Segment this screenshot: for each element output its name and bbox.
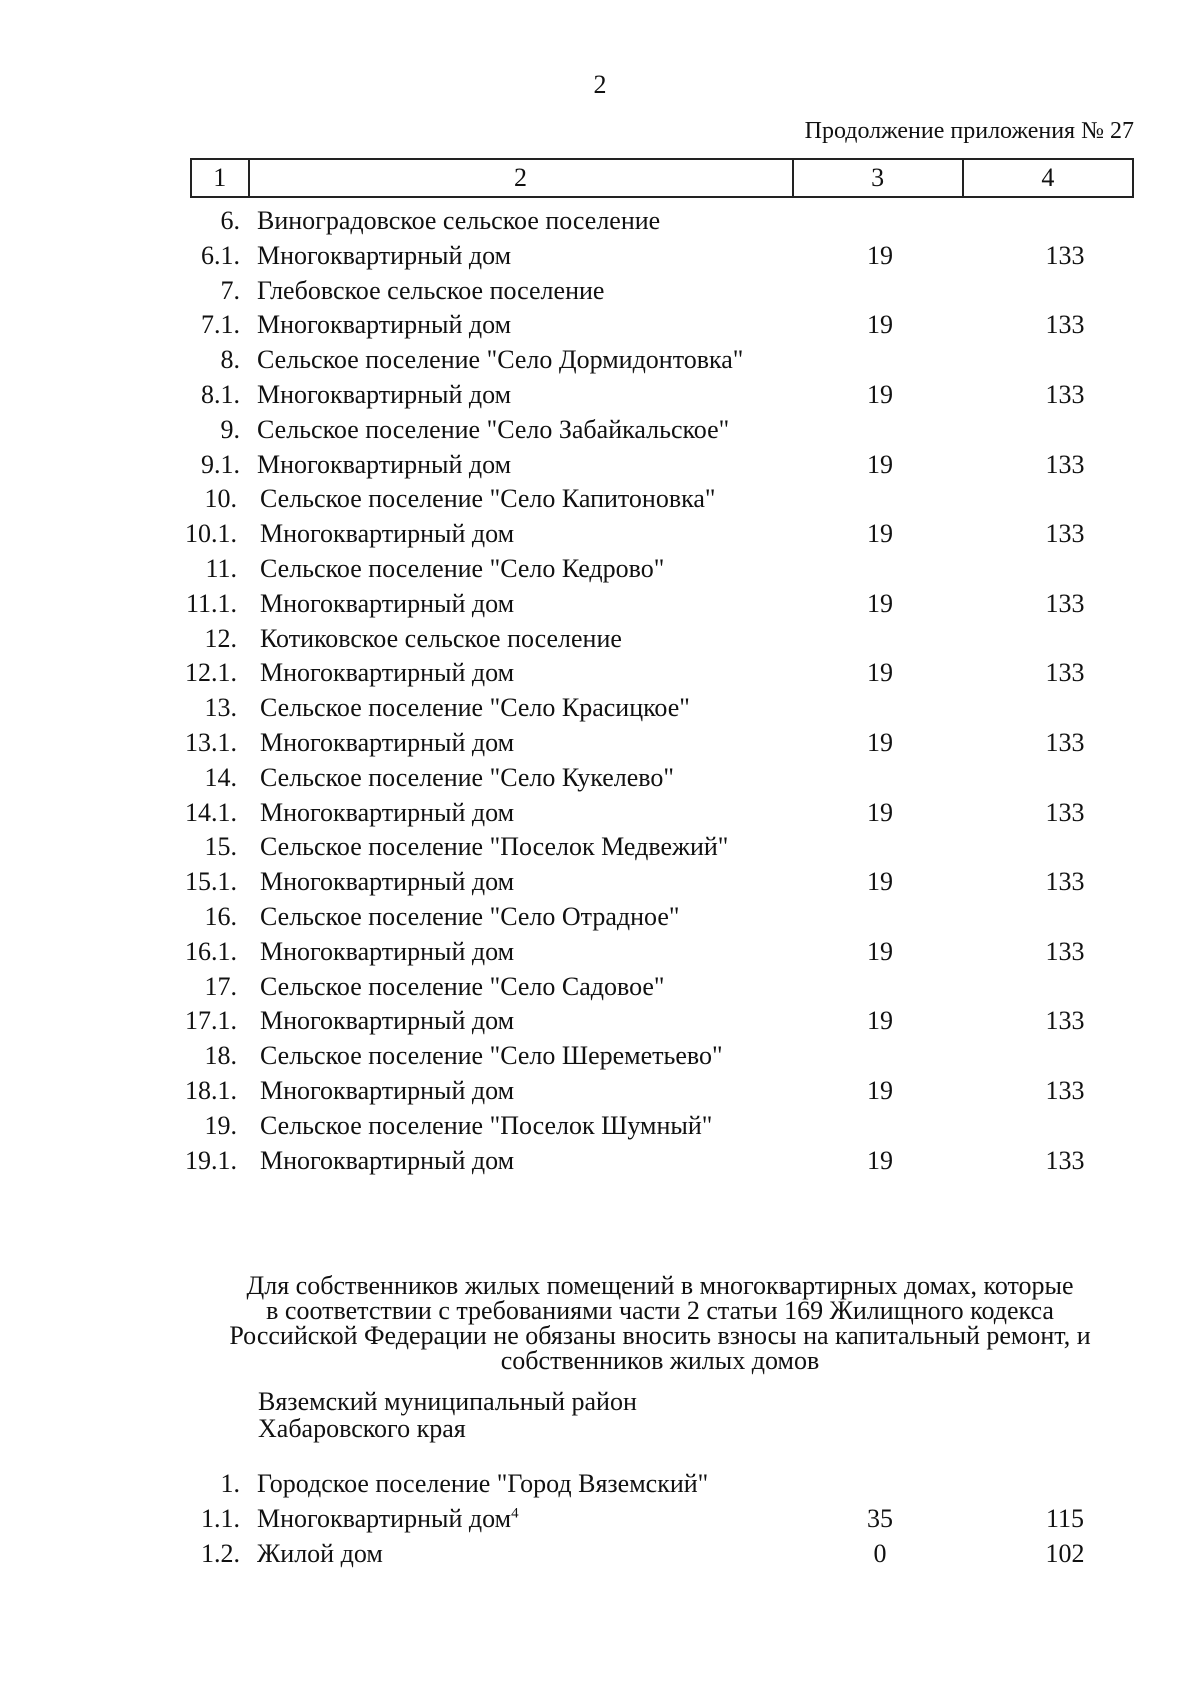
row-number <box>205 481 238 517</box>
row-number-text: 8. <box>220 345 240 375</box>
table-row <box>0 934 1200 970</box>
row-name-text: Многоквартирный дом <box>260 797 515 827</box>
row-value-col3-text: 19 <box>867 658 893 688</box>
row-value-col3 <box>835 377 925 413</box>
row-value-col3-text: 19 <box>867 449 893 479</box>
row-value-col3 <box>835 516 925 552</box>
column-header-3: 3 <box>793 159 963 197</box>
row-number <box>185 655 237 691</box>
row-value-col4-text: 133 <box>1045 380 1085 409</box>
row-name <box>260 1003 514 1039</box>
settlement-heading-row <box>0 1466 1200 1502</box>
row-value-col4 <box>1010 1536 1120 1572</box>
row-value-col4 <box>1010 864 1120 900</box>
row-value-col4-text: 133 <box>1045 1006 1085 1036</box>
row-value-col4-text: 133 <box>1045 1145 1085 1175</box>
column-header-table <box>190 158 1134 198</box>
row-number-text: 6. <box>220 206 240 235</box>
row-number <box>185 934 237 970</box>
row-name <box>257 1536 383 1572</box>
row-number <box>221 1466 241 1502</box>
row-name <box>260 655 514 691</box>
row-number-text: 1.2. <box>201 1539 240 1568</box>
footnote-marker: 4 <box>511 1505 519 1522</box>
table-row <box>0 655 1200 691</box>
row-number-text: 17.1. <box>185 1006 237 1036</box>
row-name-text: Многоквартирный дом <box>260 658 515 688</box>
row-number <box>185 516 237 552</box>
row-value-col3 <box>835 795 925 831</box>
table-row <box>0 795 1200 831</box>
district-heading <box>258 1388 637 1442</box>
column-header-1: 1 <box>191 159 249 197</box>
row-value-col3 <box>835 307 925 343</box>
row-number <box>201 447 240 483</box>
row-name-text: Многоквартирный дом <box>260 728 515 757</box>
row-value-col3-text: 19 <box>867 728 893 757</box>
row-value-col3-text: 19 <box>867 867 893 897</box>
row-number <box>186 586 237 622</box>
settlement-heading-row <box>0 899 1200 935</box>
table-row <box>0 864 1200 900</box>
row-number <box>201 307 240 343</box>
settlement-heading-row <box>0 690 1200 726</box>
row-number <box>221 412 241 448</box>
row-value-col3-text: 19 <box>867 519 893 549</box>
row-name-text: Сельское поселение "Село Отрадное" <box>260 902 680 931</box>
row-number-text: 14.1. <box>185 797 237 827</box>
row-value-col3 <box>835 1536 925 1572</box>
row-value-col4-text: 133 <box>1045 728 1085 757</box>
row-value-col3-text: 19 <box>867 797 893 827</box>
table-row <box>0 377 1200 413</box>
row-value-col4 <box>1010 377 1120 413</box>
row-number-text: 1.1. <box>201 1504 240 1533</box>
row-number <box>185 1073 237 1109</box>
row-name <box>260 969 665 1005</box>
row-value-col4 <box>1010 516 1120 552</box>
row-name-text: Сельское поселение "Село Кукелево" <box>260 762 675 792</box>
row-name-text: Сельское поселение "Поселок Медвежий" <box>260 832 729 862</box>
column-header-4: 4 <box>963 159 1133 197</box>
row-name <box>257 1466 708 1502</box>
settlement-heading-row <box>0 829 1200 865</box>
column-header-2: 2 <box>249 159 793 197</box>
row-value-col4-text: 133 <box>1045 936 1085 966</box>
row-name-text: Сельское поселение "Село Красицкое" <box>260 693 690 723</box>
row-value-col3 <box>835 586 925 622</box>
row-name <box>260 586 514 622</box>
settlement-heading-row <box>0 203 1200 239</box>
row-value-col3 <box>835 934 925 970</box>
row-name <box>260 1108 712 1144</box>
row-value-col4 <box>1010 1003 1120 1039</box>
note-line: в соответствии с требованиями части 2 статьи 169 Жилищного кодекса <box>266 1296 1054 1325</box>
row-value-col3 <box>835 1073 925 1109</box>
row-name-text: Сельское поселение "Село Шереметьево" <box>260 1041 723 1071</box>
row-name <box>257 412 729 448</box>
row-value-col3-text: 19 <box>867 1145 893 1175</box>
note-paragraph <box>180 1273 1140 1373</box>
row-number <box>205 1038 238 1074</box>
row-value-col4-text: 133 <box>1045 867 1085 897</box>
row-number-text: 18. <box>204 1041 237 1071</box>
settlement-heading-row <box>0 342 1200 378</box>
settlement-heading-row <box>0 273 1200 309</box>
table-row <box>0 447 1200 483</box>
row-value-col3-text: 19 <box>867 1006 893 1036</box>
row-value-col3-text: 19 <box>867 588 893 618</box>
row-name <box>260 725 514 761</box>
row-name <box>260 516 514 552</box>
row-value-col4-text: 133 <box>1045 1076 1085 1105</box>
row-name-text: Многоквартирный дом <box>257 1504 512 1533</box>
row-number <box>205 969 238 1005</box>
row-number <box>185 864 237 900</box>
row-value-col4 <box>1010 1143 1120 1179</box>
row-value-col3 <box>835 1501 925 1537</box>
row-number <box>185 795 237 831</box>
row-number <box>205 1108 238 1144</box>
row-name <box>260 864 514 900</box>
row-value-col3-text: 19 <box>867 936 893 966</box>
row-name-text: Сельское поселение "Село Дормидонтовка" <box>257 345 744 375</box>
row-name-text: Многоквартирный дом <box>260 936 515 966</box>
row-number-text: 9.1. <box>201 449 240 479</box>
row-number <box>185 1003 237 1039</box>
row-name <box>260 934 514 970</box>
row-name-text: Многоквартирный дом <box>260 1006 515 1036</box>
row-name-text: Многоквартирный дом <box>260 519 515 549</box>
row-number-text: 14. <box>204 762 237 792</box>
row-name <box>260 621 622 657</box>
settlement-heading-row <box>0 621 1200 657</box>
row-value-col3-text: 19 <box>867 240 893 270</box>
row-value-col4-text: 133 <box>1045 240 1085 270</box>
row-number-text: 18.1. <box>185 1076 237 1105</box>
row-value-col4 <box>1010 1073 1120 1109</box>
row-number-text: 17. <box>204 971 237 1001</box>
row-number <box>205 690 238 726</box>
row-number-text: 7. <box>220 275 240 305</box>
row-value-col4 <box>1010 307 1120 343</box>
row-value-col4 <box>1010 1501 1120 1537</box>
row-number-text: 15.1. <box>185 867 237 897</box>
row-value-col3 <box>835 447 925 483</box>
settlement-heading-row <box>0 1108 1200 1144</box>
row-value-col4-text: 133 <box>1045 588 1085 618</box>
table-row <box>0 1536 1200 1572</box>
row-value-col4-text: 133 <box>1045 519 1085 549</box>
row-name-text: Глебовское сельское поселение <box>257 275 605 305</box>
table-row <box>0 1003 1200 1039</box>
row-number-text: 11.1. <box>185 588 237 618</box>
row-value-col4-text: 133 <box>1045 310 1085 340</box>
row-name-text: Многоквартирный дом <box>260 867 515 897</box>
row-value-col3 <box>835 655 925 691</box>
row-name <box>260 795 514 831</box>
row-value-col4 <box>1010 586 1120 622</box>
note-line: собственников жилых домов <box>500 1346 820 1375</box>
row-value-col3-text: 35 <box>867 1504 893 1533</box>
row-name <box>260 551 664 587</box>
row-number <box>205 829 238 865</box>
row-value-col4-text: 115 <box>1045 1504 1085 1533</box>
row-value-col4-text: 133 <box>1045 797 1085 827</box>
settlement-heading-row <box>0 1038 1200 1074</box>
row-number <box>205 899 238 935</box>
row-name-text: Котиковское сельское поселение <box>260 623 622 653</box>
row-value-col4 <box>1010 725 1120 761</box>
page-number: 2 <box>593 70 607 99</box>
row-value-col4 <box>1010 934 1120 970</box>
table-row <box>0 725 1200 761</box>
row-name-text: Сельское поселение "Поселок Шумный" <box>260 1110 713 1140</box>
row-value-col3 <box>835 864 925 900</box>
row-number <box>185 725 237 761</box>
table-row <box>0 307 1200 343</box>
settlement-heading-row <box>0 412 1200 448</box>
row-value-col3-text: 19 <box>867 1076 893 1105</box>
row-value-col3 <box>835 725 925 761</box>
row-name <box>260 690 690 726</box>
row-name <box>260 899 679 935</box>
district-line: Вяземский муниципальный район <box>258 1387 637 1416</box>
row-number <box>201 1536 240 1572</box>
row-number-text: 6.1. <box>201 240 240 270</box>
row-number-text: 10.1. <box>185 519 237 549</box>
row-number-text: 15. <box>204 832 237 862</box>
row-number-text: 16.1. <box>185 936 237 966</box>
table-row <box>0 1073 1200 1109</box>
note-line: Российской Федерации не обязаны вносить взносы на капитальный ремонт, и <box>229 1321 1091 1350</box>
row-name <box>260 1143 514 1179</box>
row-number <box>205 621 238 657</box>
row-value-col4-text: 133 <box>1045 449 1085 479</box>
row-value-col4 <box>1010 447 1120 483</box>
row-name-text: Многоквартирный дом <box>257 240 512 270</box>
row-number-text: 19. <box>204 1110 237 1140</box>
table-row <box>0 238 1200 274</box>
row-number-text: 19.1. <box>185 1145 237 1175</box>
settlement-heading-row <box>0 481 1200 517</box>
row-name-text: Сельское поселение "Село Кедрово" <box>260 554 665 583</box>
row-number <box>201 377 240 413</box>
row-name <box>257 238 511 274</box>
table-row <box>0 516 1200 552</box>
row-value-col3 <box>835 238 925 274</box>
row-number-text: 13.1. <box>185 728 237 757</box>
row-name-text: Многоквартирный дом <box>257 449 512 479</box>
table-row <box>0 1143 1200 1179</box>
district-line: Хабаровского края <box>258 1414 466 1443</box>
row-name-text: Многоквартирный дом <box>257 310 512 340</box>
row-number <box>185 1143 237 1179</box>
row-value-col3-text: 19 <box>867 310 893 340</box>
row-name <box>257 342 743 378</box>
row-number-text: 11. <box>205 554 237 583</box>
row-number <box>205 551 237 587</box>
row-name <box>260 1038 723 1074</box>
row-number-text: 10. <box>204 484 237 514</box>
row-name <box>260 481 716 517</box>
row-number <box>205 760 238 796</box>
row-name-text: Сельское поселение "Село Капитоновка" <box>260 484 716 514</box>
row-name-text: Многоквартирный дом <box>260 588 515 618</box>
row-name-text: Сельское поселение "Село Забайкальское" <box>257 414 730 444</box>
row-name-text: Жилой дом <box>257 1539 383 1568</box>
row-name-text: Виноградовское сельское поселение <box>257 206 661 235</box>
row-name <box>257 307 511 343</box>
row-number-text: 12. <box>204 623 237 653</box>
row-number-text: 1. <box>220 1469 240 1498</box>
row-value-col4 <box>1010 238 1120 274</box>
row-number-text: 7.1. <box>201 310 240 340</box>
row-name <box>260 760 674 796</box>
note-line: Для собственников жилых помещений в многоквартирных домах, которые <box>246 1271 1074 1300</box>
row-name-text: Многоквартирный дом <box>260 1145 515 1175</box>
row-number <box>201 1501 240 1537</box>
row-name <box>260 829 728 865</box>
table-row <box>0 586 1200 622</box>
settlement-heading-row <box>0 760 1200 796</box>
row-number-text: 12.1. <box>185 658 237 688</box>
settlement-heading-row <box>0 969 1200 1005</box>
row-name <box>257 377 511 413</box>
row-name-text: Многоквартирный дом <box>257 380 512 409</box>
row-name-text: Сельское поселение "Село Садовое" <box>260 971 665 1001</box>
row-name <box>257 447 511 483</box>
row-number-text: 9. <box>220 414 240 444</box>
row-value-col4-text: 133 <box>1045 658 1085 688</box>
row-value-col3-text: 0 <box>873 1539 887 1568</box>
row-value-col3 <box>835 1143 925 1179</box>
row-number <box>201 238 240 274</box>
continuation-label: Продолжение приложения № 27 <box>804 118 1134 144</box>
row-value-col4-text: 102 <box>1045 1539 1085 1568</box>
settlement-heading-row <box>0 551 1200 587</box>
row-number-text: 8.1. <box>201 380 240 409</box>
row-name <box>260 1073 514 1109</box>
row-name <box>257 1501 519 1537</box>
row-value-col4 <box>1010 795 1120 831</box>
row-value-col3-text: 19 <box>867 380 893 409</box>
row-number-text: 13. <box>204 693 237 723</box>
row-name <box>257 203 660 239</box>
table-row <box>0 1501 1200 1537</box>
row-number <box>221 273 241 309</box>
row-value-col4 <box>1010 655 1120 691</box>
row-number-text: 16. <box>204 902 237 931</box>
row-name-text: Городское поселение "Город Вяземский" <box>257 1469 709 1498</box>
row-name <box>257 273 604 309</box>
row-value-col3 <box>835 1003 925 1039</box>
row-number <box>221 203 241 239</box>
row-name-text: Многоквартирный дом <box>260 1076 515 1105</box>
row-number <box>221 342 241 378</box>
